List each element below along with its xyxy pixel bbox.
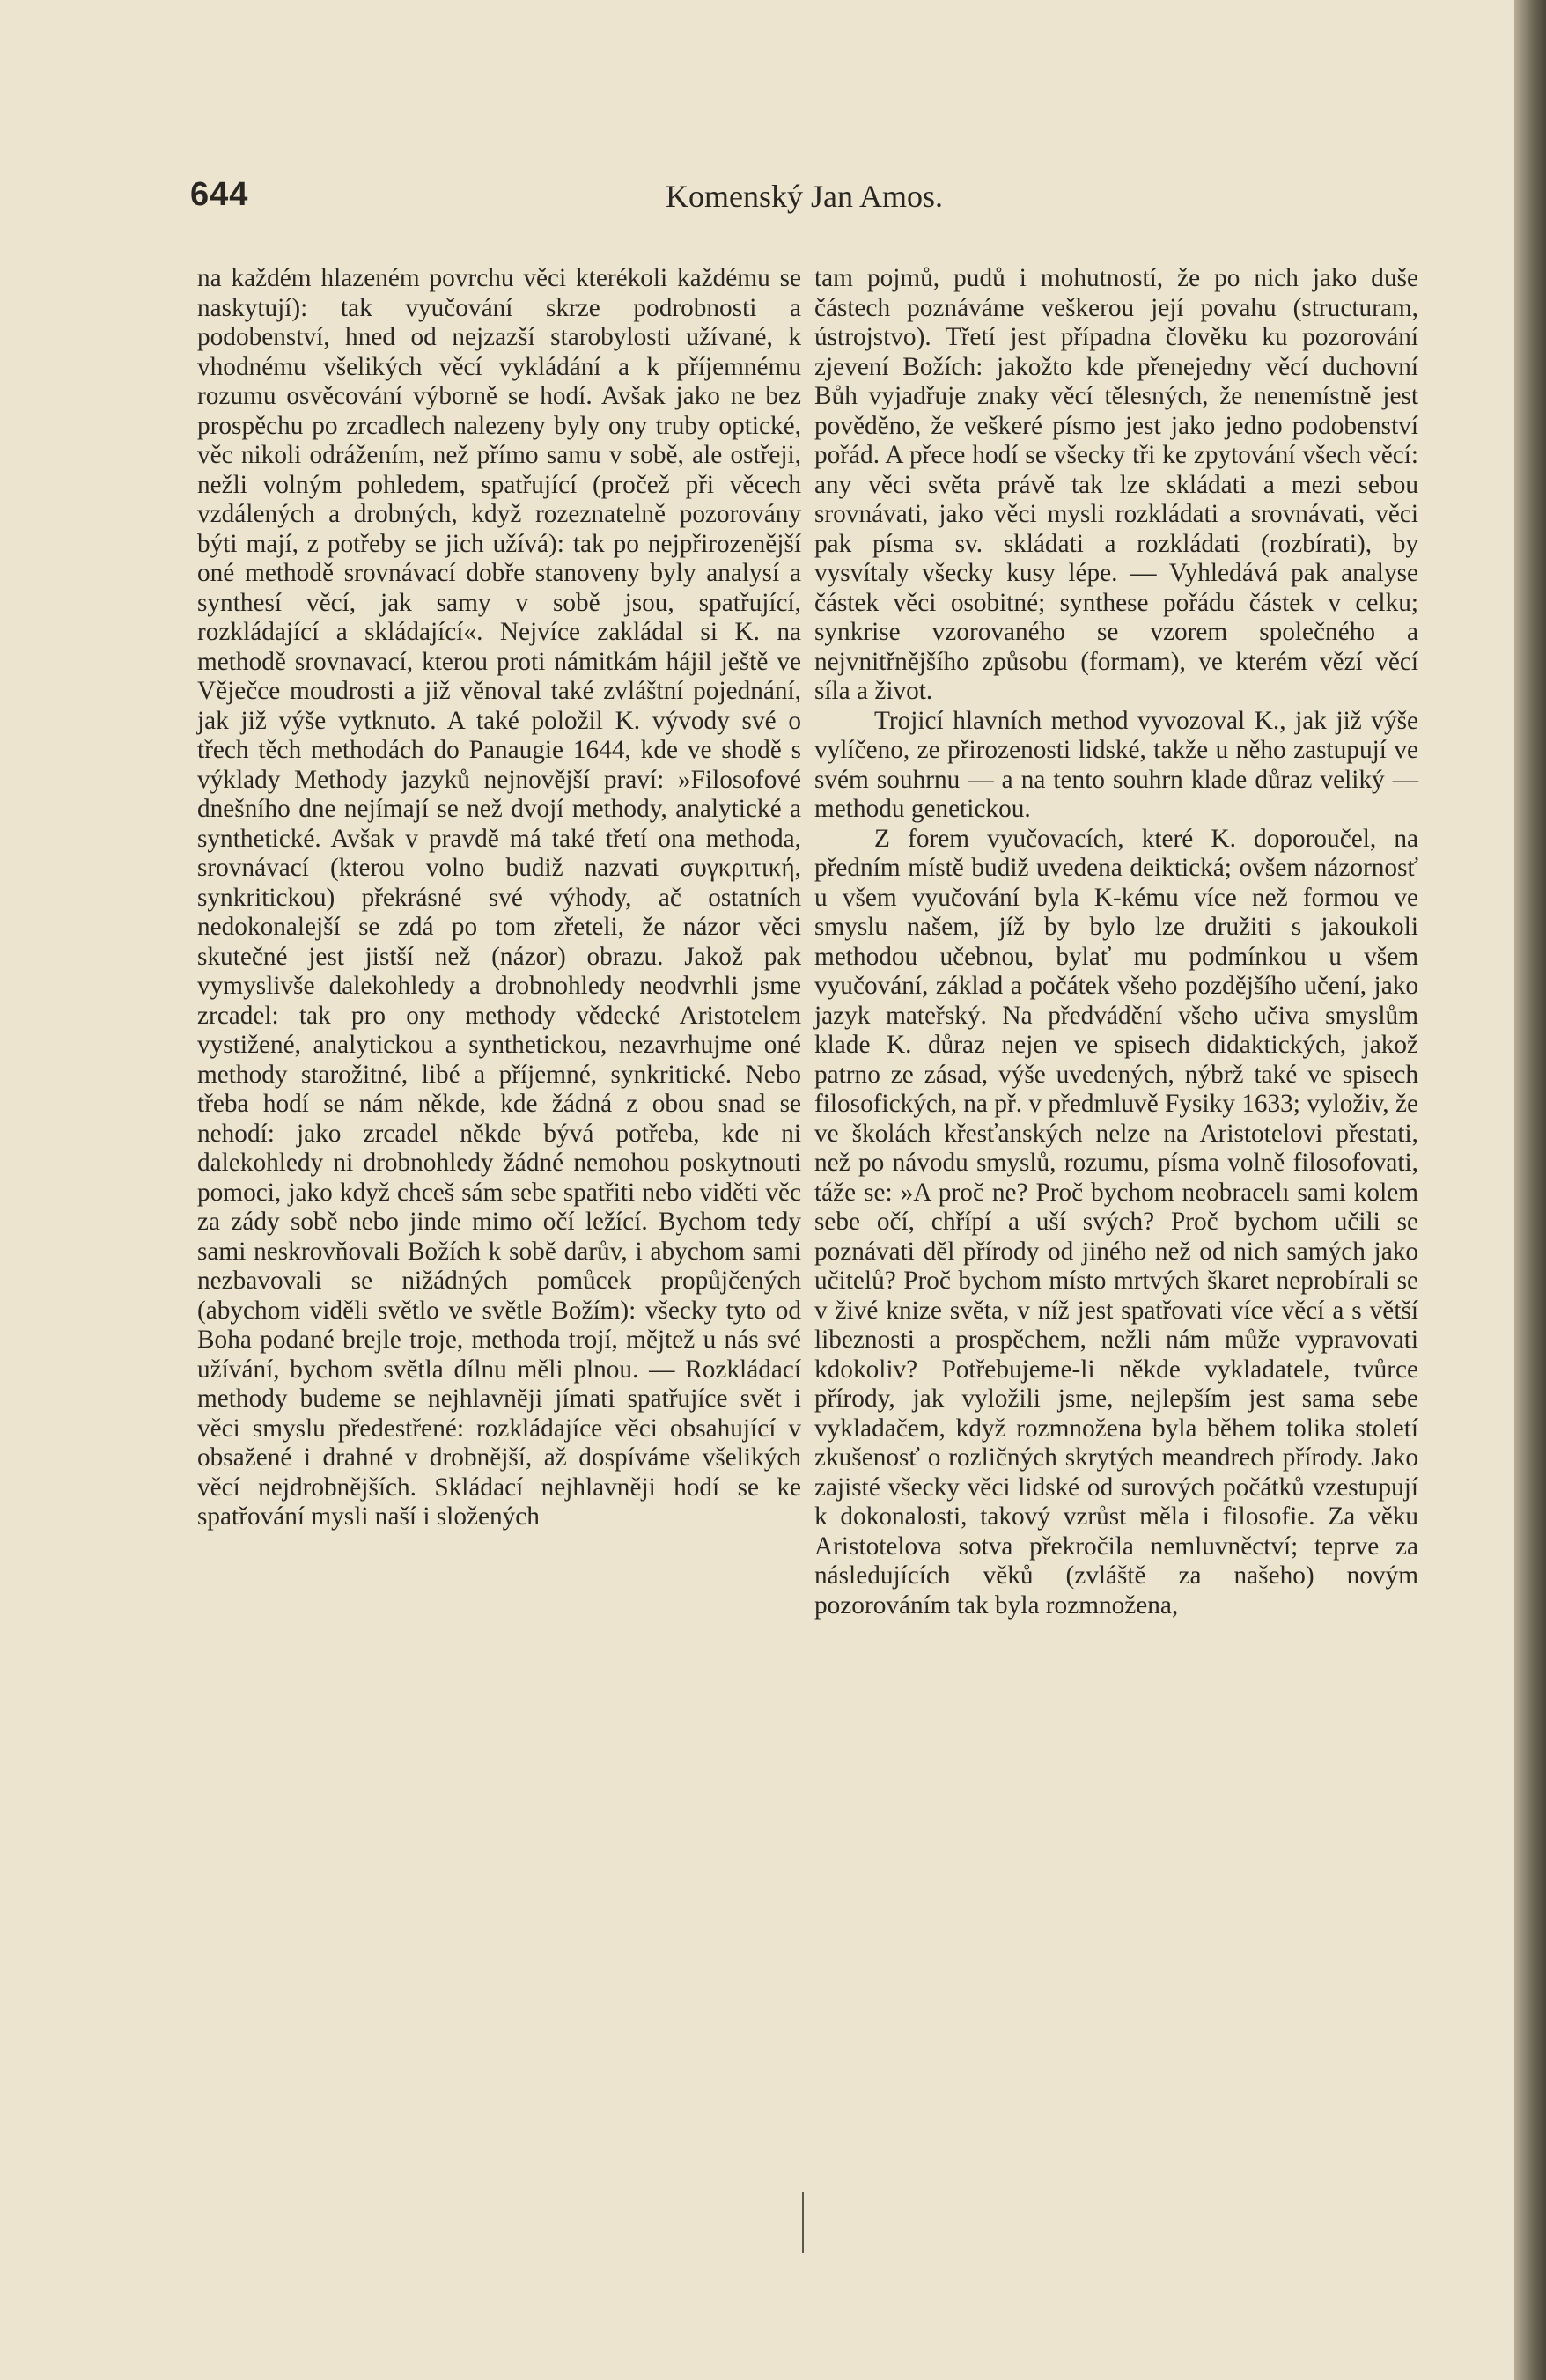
left-column <box>197 264 801 1532</box>
page-header <box>190 176 965 229</box>
page-number: 644 <box>190 176 249 213</box>
right-paragraph-2: Trojicí hlavních method vyvozoval K., jak již výše vylíčeno, ze přirozenosti lidské, takže u něho zastupují ve svém souhrnu — a na tento souhrn klade důraz veliký — methodu genetickou. <box>814 706 1418 823</box>
left-paragraph-1: na každém hlazeném povrchu věci kterékoli každému se naskytují): tak vyučování skrze podrobnosti a podobenství, hned od nejzazší starobylosti užívané, k vhodnému všelikých věcí vykládání a k příjemnému rozumu osvěcování výborně se hodí. Avšak jako ne bez prospěchu po zrcadlech nalezeny byly ony truby optické, věc nikoli odrážením, než přímo samu v sobě, ale ostřeji, nežli volným pohledem, spatřující (pročež při věcech vzdálených a drobných, když rozeznatelně pozorovány býti mají, z potřeby se jich užívá): tak po nejpřirozenější oné methodě srovnávací dobře stanoveny byly analysí a synthesí věcí, jak samy v sobě jsou, spatřující, rozkládající a skládající«. Nejvíce zakládal si K. na methodě srovnavací, kterou proti námitkám hájil ještě ve Věječce moudrosti a již věnoval také zvláštní pojednání, jak již výše vytknuto. A také položil K. vývody své o třech těch methodách do Panaugie 1644, kde ve shodě s výklady Methody jazyků nejnovější praví: »Filosofové dnešního dne nejímají se než dvojí methody, analytické a synthetické. Avšak v pravdě má také třetí ona methoda, srovnávací (kterou volno budiž nazvati συγκριτική, synkritickou) překrásné své výhody, ač ostatních nedokonalejší se zdá po tom zřeteli, že názor věci skutečné jest jistší než (názor) obrazu. Jakož pak vymyslivše dalekohledy a drobnohledy neodvrhli jsme zrcadel: tak pro ony methody vědecké Aristotelem vystižené, analytickou a synthetickou, nezavrhujme oné methody starožitné, libé a příjemné, synkritické. Nebo třeba hodí se nám někde, kde žádná z obou snad se nehodí: jako zrcadel někde bývá potřeba, kde ni dalekohledy ni drobnohledy žádné nemohou poskytnouti pomoci, jako když chceš sám sebe spatřiti nebo viděti věc za zády sobě nebo jinde mimo očí ležící. Bychom tedy sami neskrovňovali Božích k sobě darův, i abychom sami nezbavovali se nižádných pomůcek propůjčených (abychom viděli světlo ve světle Božím): všecky tyto od Boha podané brejle troje, methoda trojí, mějtež u nás své užívání, bychom světla dílnu měli plnou. — Rozkládací methody budeme se nejhlavněji jímati spatřujíce svět i věci smyslu předestřené: rozkládajíce věci obsahující v obsažené i drahné v drobnější, až dospíváme všelikých věcí nejdrobnějších. Skládací nejhlavněji hodí se ke spatřování mysli naší i složených <box>197 264 801 1531</box>
page-edge-shadow <box>1514 0 1546 2380</box>
right-paragraph-3: Z forem vyučovacích, které K. doporoučel, na předním místě budiž uvedena deiktická; ovšem názornosť u všem vyučování byla K-kému více než formou ve smyslu našem, jíž by bylo lze družiti s jakoukoli methodou učebnou, bylať mu podmínkou u všem vyučování, základ a počátek všeho pozdějšího učení, jako jazyk mateřský. Na předvádění všeho učiva smyslům klade K. důraz nejen ve spisech didaktických, jakož patrno ze zásad, výše uvedených, nýbrž také ve spisech filosofických, na př. v předmluvě Fysiky 1633; vyloživ, že ve školách křesťanských nelze na Aristotelovi přestati, než po návodu smyslů, rozumu, písma volně filosofovati, táže se: »A proč ne? Proč bychom neobracelı sami kolem sebe očí, chřípí a uší svých? Proč bychom učili se poznávati děl přírody od jiného než od nich samých jako učitelů? Proč bychom místo mrtvých škaret neprobírali se v živé knize světa, v níž jest spatřovati více věcí a s větší libeznosti a prospěchem, nežli nám může vypravovati kdokoliv? Potřebujeme-li někde vykladatele, tvůrce přírody, jak vyložili jsme, nejlepším jest sama sebe vykladačem, když rozmnožena byla během tolika století zkušenosť o rozličných skrytých meandrech přírody. Jako zajisté všecky věci lidské od surových počátků vzestupují k dokonalosti, takový vzrůst měla i filosofie. Za věku Aristotelova sotva překročila nemluvněctví; teprve za následujících věků (zvláště za našeho) novým pozorováním tak byla rozmnožena, <box>814 824 1418 1620</box>
right-column <box>814 264 1418 1620</box>
column-divider <box>802 2192 804 2253</box>
right-paragraph-1: tam pojmů, pudů i mohutností, že po nich jako duše částech poznáváme veškerou její povahu (structuram, ústrojstvo). Třetí jest případna člověku ku pozorování zjevení Božích: jakožto kde přenejedny věcí duchovní Bůh vyjadřuje znaky věcí tělesných, že nenemístně jest pověděno, že veškeré písmo jest jako jedno podobenství pořád. A přece hodí se všecky tři ke zpytování všech věcí: any věci světa právě tak lze skládati a mezi sebou srovnávati, jako věci mysli rozkládati a srovnávati, věci pak písma sv. skládati a rozkládati (rozbírati), by vysvítaly všecky kusy lépe. — Vyhledává pak analyse částek věci osobitné; synthese pořádu částek v celku; synkrise vzorovaného se vzorem společného a nejvnitřnějšího způsobu (formam), ve kterém vězí věcí síla a život. <box>814 264 1418 705</box>
running-head: Komenský Jan Amos. <box>666 179 943 214</box>
